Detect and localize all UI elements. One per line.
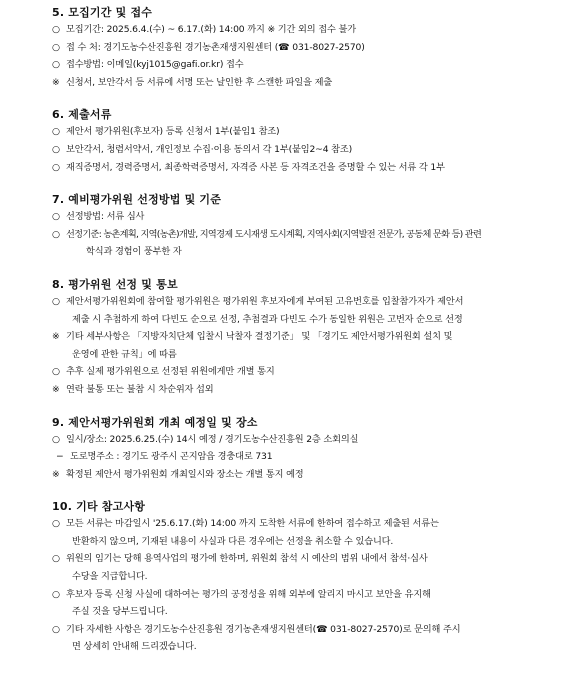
bullet-circle-icon: ○ [52,623,60,635]
note-item [52,466,577,484]
section-heading: 9. 제안서평가위원회 개최 예정일 및 장소 [52,415,258,429]
note-continuation: 운영에 관한 규칙」에 따름 [72,348,177,360]
list-item-text: 선정방법: 서류 심사 [66,211,145,223]
list-item-text: 후보자 등록 신청 사실에 대하여는 평가의 공정성을 위해 외부에 알리지 마시고 보안을 유지해 [66,588,431,600]
bullet-circle-icon: ○ [52,518,60,530]
list-item [52,56,577,74]
list-item [52,363,577,381]
note-text: 기타 세부사항은 「지방자치단체 입찰시 낙찰자 결정기준」 및 「경기도 제안서평가위원회 설치 및 [66,331,453,343]
list-item [52,123,577,141]
list-item [52,159,577,177]
reference-mark-icon: ※ [52,383,60,395]
section-committee-schedule [52,416,577,484]
bullet-circle-icon: ○ [52,59,60,71]
section-heading: 6. 제출서류 [52,108,112,122]
section-heading: 7. 예비평가위원 선정방법 및 기준 [52,193,222,207]
list-item [52,208,577,226]
list-item-continuation: 주실 것을 당부드립니다. [72,606,168,618]
reference-mark-icon: ※ [52,468,60,480]
bullet-circle-icon: ○ [52,143,60,155]
list-item [52,431,577,449]
bullet-circle-icon: ○ [52,126,60,138]
list-item [52,586,577,604]
list-item-text: 보안각서, 청렴서약서, 개인정보 수집·이용 동의서 각 1부(붙임2~4 참조) [66,143,353,155]
list-item-continuation: 반환하지 않으며, 기재된 내용이 사실과 다른 경우에는 선정을 취소할 수 있습니다. [72,535,394,547]
dash-icon: − [56,451,64,463]
list-item-text: 위원의 임기는 당해 용역사업의 평가에 한하며, 위원회 참석 시 예산의 범위 내에서 참석·심사 [66,553,428,565]
list-item [52,141,577,159]
list-item-text: 추후 실제 평가위원으로 선정된 위원에게만 개별 통지 [66,366,275,378]
section-heading: 8. 평가위원 선정 및 통보 [52,277,178,291]
bullet-circle-icon: ○ [52,366,60,378]
reference-mark-icon: ※ [52,331,60,343]
list-item-continuation: 면 상세히 안내해 드리겠습니다. [72,641,197,653]
bullet-circle-icon: ○ [52,295,60,307]
list-item-continuation: 학식과 경험이 풍부한 자 [86,246,182,258]
section-selection-criteria [52,193,577,261]
section-evaluator-selection [52,278,577,399]
list-item [52,226,577,244]
list-item-text: 재직증명서, 경력증명서, 최종학력증명서, 자격증 사본 등 자격조건을 증명할 수 있는 서류 각 1부 [66,161,445,173]
bullet-circle-icon: ○ [52,588,60,600]
list-item-text: 제안서 평가위원(후보자) 등록 신청서 1부(붙임1 참조) [66,126,280,138]
section-heading: 10. 기타 참고사항 [52,500,146,514]
bullet-circle-icon: ○ [52,24,60,35]
section-other-notes [52,500,577,656]
list-item [52,21,577,39]
list-item [52,621,577,639]
list-item [52,550,577,568]
section-heading: 5. 모집기간 및 접수 [52,6,153,19]
note-item [52,328,577,346]
reference-mark-icon: ※ [52,76,60,88]
list-item-text: 모든 서류는 마감일시 '25.6.17.(화) 14:00 까지 도착한 서류에 한하여 접수하고 제출된 서류는 [66,518,439,530]
list-item [52,293,577,311]
note-item [52,381,577,399]
list-item-text: 일시/장소: 2025.6.25.(수) 14시 예정 / 경기도농수산진흥원 2층 소회의실 [66,433,359,445]
bullet-circle-icon: ○ [52,228,60,240]
bullet-circle-icon: ○ [52,211,60,223]
bullet-circle-icon: ○ [52,41,60,53]
note-text: 확정된 제안서 평가위원회 개최일시와 장소는 개별 통지 예정 [66,468,304,480]
note-text: 연락 불통 또는 불참 시 차순위자 섭외 [66,383,214,395]
list-item-continuation: 제출 시 추첨하게 하여 다빈도 순으로 선정, 추첨결과 다빈도 수가 동일한 위원은 고번자 순으로 선정 [72,313,463,325]
list-item-text: 모집기간: 2025.6.4.(수) ~ 6.17.(화) 14:00 까지 ※ 기간 외의 접수 불가 [66,24,356,35]
list-item-text: 제안서평가위원회에 참여할 평가위원은 평가위원 후보자에게 부여된 고유번호를 입찰참가자가 제안서 [66,295,464,307]
list-item [52,515,577,533]
section-submission-documents [52,108,577,176]
sub-item-text: 도로명주소 : 경기도 광주시 곤지암읍 경충대로 731 [70,451,273,463]
list-item-text: 접수방법: 이메일(kyj1015@gafi.or.kr) 접수 [66,59,244,71]
section-recruitment-period [52,6,577,91]
list-item-text: 접 수 처: 경기도농수산진흥원 경기농촌재생지원센터 (☎ 031-8027-2570) [66,41,365,53]
sub-item [52,448,577,466]
note-text: 신청서, 보안각서 등 서류에 서명 또는 날인한 후 스캔한 파일을 제출 [66,76,333,88]
bullet-circle-icon: ○ [52,433,60,445]
list-item [52,39,577,57]
list-item-text: 선정기준: 농촌계획, 지역(농촌)개발, 지역경제 도시재생 도시계획, 지역사회(지역발전 전문가, 공동체 문화 등) 관련 [66,228,482,240]
list-item-continuation: 수당을 지급합니다. [72,571,148,583]
bullet-circle-icon: ○ [52,553,60,565]
bullet-circle-icon: ○ [52,161,60,173]
list-item-text: 기타 자세한 사항은 경기도농수산진흥원 경기농촌재생지원센터(☎ 031-8027-2570)로 문의해 주시 [66,623,461,635]
note-item [52,74,577,92]
